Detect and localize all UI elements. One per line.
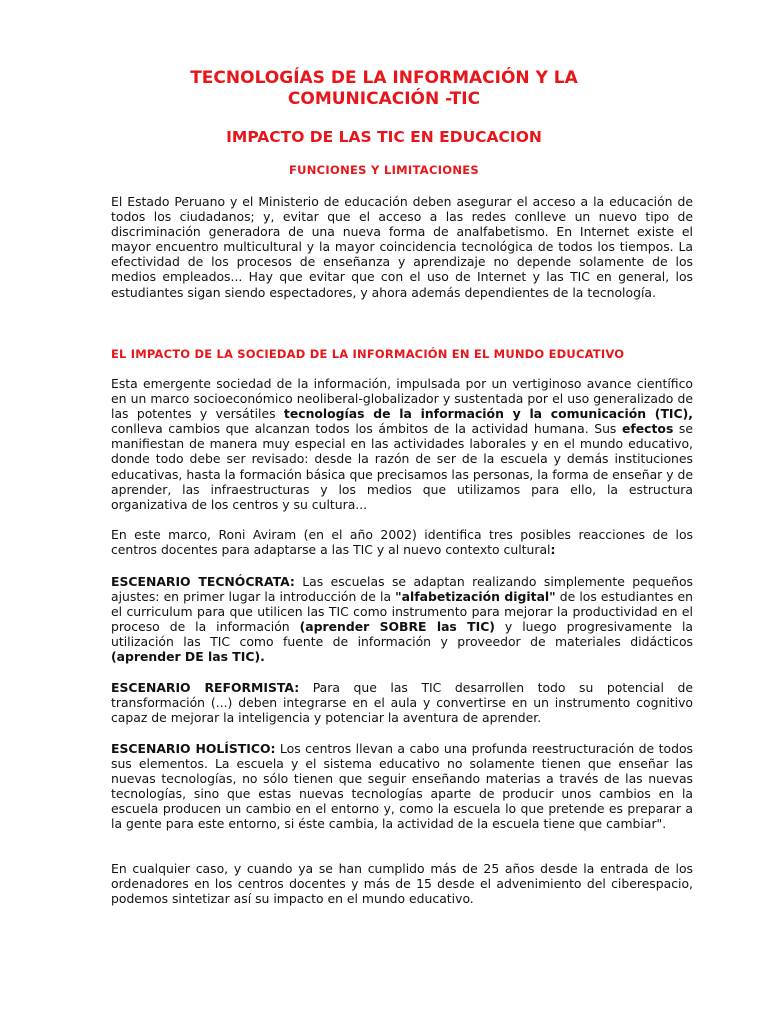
bold-run: (aprender SOBRE las TIC) [299,619,495,635]
scenario-label: ESCENARIO TECNÓCRATA: [111,574,295,589]
bold-run: efectos [621,421,674,437]
text-run: Los centros llevan a cabo una profunda reestructuración de todos sus elementos. La escuela y el sistema educativo no solamente tienen que enseñar las nuevas tecnologías, no sólo tienen que seguir enseñando materias a través de las nuevas tecnologías, sino que estas nuevas tecnologías aparte de producir unos cambios en la escuela producen un cambio en el entorno y, como la escuela lo que pretende es preparar a la gente para este entorno, si éste cambia, la actividad de la escuela tiene que cambiar". [111,741,693,832]
bold-run: "alfabetización digital" [395,589,556,605]
section-subtitle: FUNCIONES Y LIMITACIONES [288,163,480,177]
page-subtitle: IMPACTO DE LAS TIC EN EDUCACION [226,128,542,146]
scenario-reformist-paragraph [111,680,693,725]
scenario-label: ESCENARIO REFORMISTA: [111,680,300,695]
intro-paragraph: El Estado Peruano y el Ministerio de educación deben asegurar el acceso a la educación de todos los ciudadanos; y, evitar que el acceso a las redes conlleve un nuevo tipo de discriminación generadora de una nueva forma de analfabetismo. En Internet existe el mayor encuentro multicultural y la mayor coincidencia tecnológica de todos los tiempos. La efectividad de los procesos de enseñanza y aprendizaje no depende solamente de los medios empleados... Hay que evitar que con el uso de Internet y las TIC en general, los estudiantes sigan siendo espectadores, y ahora además dependientes de la tecnología. [111,194,693,300]
impact-paragraph [111,376,693,512]
bold-run: : [550,542,556,558]
aviram-paragraph [111,527,693,557]
text-run: Esta emergente sociedad de la información, impulsada por un vertiginoso avance científico en un marco socioeconómico neoliberal-globalizador y sustentada por el uso generalizado de las potentes y versátiles [111,376,693,422]
scenario-technocratic-paragraph [111,574,693,665]
text-run: Las escuelas se adaptan realizando simplemente pequeños ajustes: en primer lugar la introducción de la [111,574,693,605]
scenario-holistic-paragraph [111,741,693,832]
text-run: de los estudiantes en el curriculum para que utilicen las TIC como instrumento para mejorar la productividad en el proceso de la información [111,589,693,635]
bold-run: (aprender DE las TIC). [111,649,265,665]
page-title [0,68,768,110]
title-line-1: TECNOLOGÍAS DE LA INFORMACIÓN Y LA [190,68,578,88]
section-heading: EL IMPACTO DE LA SOCIEDAD DE LA INFORMACIÓN EN EL MUNDO EDUCATIVO [111,347,625,361]
title-line-2: COMUNICACIÓN -TIC [287,89,481,109]
text-run: conlleva cambios que alcanzan todos los ámbitos de la actividad humana. Sus [111,421,622,437]
text-run: En este marco, Roni Aviram (en el año 2002) identifica tres posibles reacciones de los centros docentes para adaptarse a las TIC y al nuevo contexto cultural [111,527,693,558]
text-run: y luego progresivamente la utilización las TIC como fuente de información y proveedor de materiales didácticos [111,619,694,650]
bold-run: tecnologías de la información y la comunicación (TIC), [283,406,693,422]
text-run: Para que las TIC desarrollen todo su potencial de transformación (...) deben integrarse en el aula y convertirse en un instrumento cognitivo capaz de mejorar la inteligencia y potenciar la aventura de aprender. [111,680,694,726]
text-run: se manifiestan de manera muy especial en las actividades laborales y en el mundo educativo, donde todo debe ser revisado: desde la razón de ser de la escuela y demás instituciones educativas, hasta la formación básica que precisamos las personas, la forma de enseñar y de aprender, las infraestructuras y los medios que utilizamos para ello, la estructura organizativa de los centros y su cultura... [111,421,693,512]
closing-paragraph: En cualquier caso, y cuando ya se han cumplido más de 25 años desde la entrada de los ordenadores en los centros docentes y más de 15 desde el advenimiento del ciberespacio, podemos sintetizar así su impacto en el mundo educativo. [111,861,693,907]
scenario-label: ESCENARIO HOLÍSTICO: [111,741,276,756]
